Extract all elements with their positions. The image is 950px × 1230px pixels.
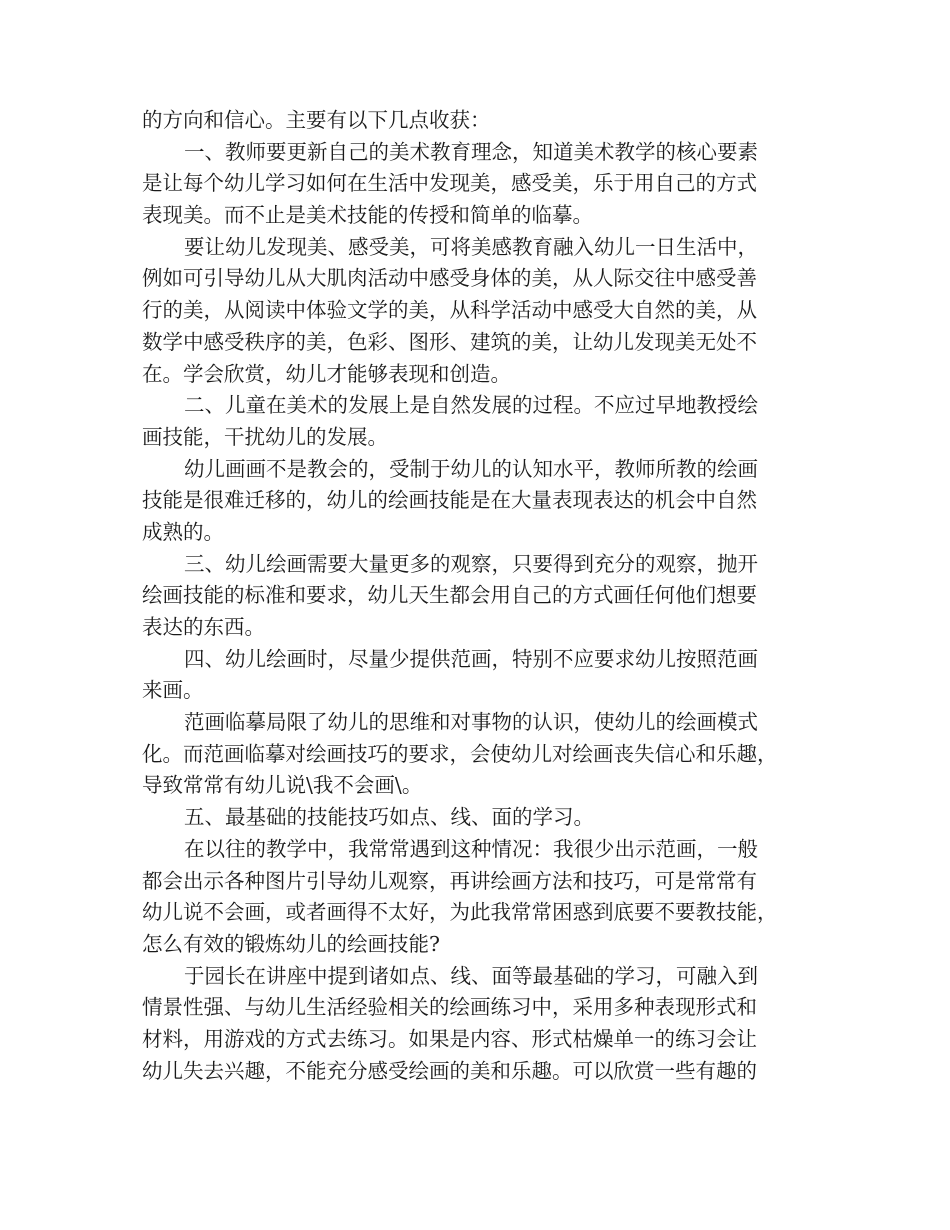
text-line: 在。学会欣赏，幼儿才能够表现和创造。 [142,361,511,386]
text-line: 在以往的教学中，我常常遇到这种情况：我很少出示范画，一般 [184,836,758,861]
text-line: 范画临摹局限了幼儿的思维和对事物的认识，使幼儿的绘画模式 [184,710,758,735]
text-line: 幼儿说不会画，或者画得不太好，为此我常常困惑到底要不要教技能， [142,900,778,925]
text-line: 四、幼儿绘画时，尽量少提供范画，特别不应要求幼儿按照范画 [184,646,758,671]
text-line: 都会出示各种图片引导幼儿观察，再讲绘画方法和技巧，可是常常有 [142,868,757,893]
text-line: 幼儿画画不是教会的，受制于幼儿的认知水平，教师所教的绘画 [184,456,758,481]
text-line: 三、幼儿绘画需要大量更多的观察，只要得到充分的观察，抛开 [184,551,758,576]
text-line: 材料，用游戏的方式去练习。如果是内容、形式枯燥单一的练习会让 [142,1026,757,1051]
text-line: 幼儿失去兴趣，不能充分感受绘画的美和乐趣。可以欣赏一些有趣的 [142,1058,757,1083]
text-line: 画技能，干扰幼儿的发展。 [142,424,388,449]
text-line: 要让幼儿发现美、感受美，可将美感教育融入幼儿一日生活中， [184,234,758,259]
text-line: 于园长在讲座中提到诸如点、线、面等最基础的学习，可融入到 [184,963,758,988]
text-line: 怎么有效的锻炼幼儿的绘画技能? [142,931,440,956]
text-line: 的方向和信心。主要有以下几点收获： [142,108,491,132]
text-line: 表达的东西。 [142,615,265,639]
text-line: 数学中感受秩序的美，色彩、图形、建筑的美，让幼儿发现美无处不 [142,329,757,354]
text-line: 技能是很难迁移的，幼儿的绘画技能是在大量表现表达的机会中自然 [142,488,757,513]
text-line: 化。而范画临摹对绘画技巧的要求，会使幼儿对绘画丧失信心和乐趣， [142,741,778,766]
text-line: 五、最基础的技能技巧如点、线、面的学习。 [184,805,594,830]
text-line: 绘画技能的标准和要求，幼儿天生都会用自己的方式画任何他们想要 [142,583,757,608]
text-line: 行的美，从阅读中体验文学的美，从科学活动中感受大自然的美，从 [142,298,757,323]
text-line: 一、教师要更新自己的美术教育理念，知道美术教学的核心要素 [184,139,758,164]
text-line: 成熟的。 [142,519,224,544]
text-line: 导致常常有幼儿说\我不会画\。 [142,773,423,798]
body-text [142,105,832,1087]
text-line: 表现美。而不止是美术技能的传授和简单的临摹。 [142,203,593,228]
text-line: 情景性强、与幼儿生活经验相关的绘画练习中，采用多种表现形式和 [142,995,757,1020]
text-line: 是让每个幼儿学习如何在生活中发现美，感受美，乐于用自己的方式 [142,171,757,196]
text-line: 二、儿童在美术的发展上是自然发展的过程。不应过早地教授绘 [184,393,758,418]
text-line: 来画。 [142,678,204,703]
text-line: 例如可引导幼儿从大肌肉活动中感受身体的美，从人际交往中感受善 [142,266,757,291]
